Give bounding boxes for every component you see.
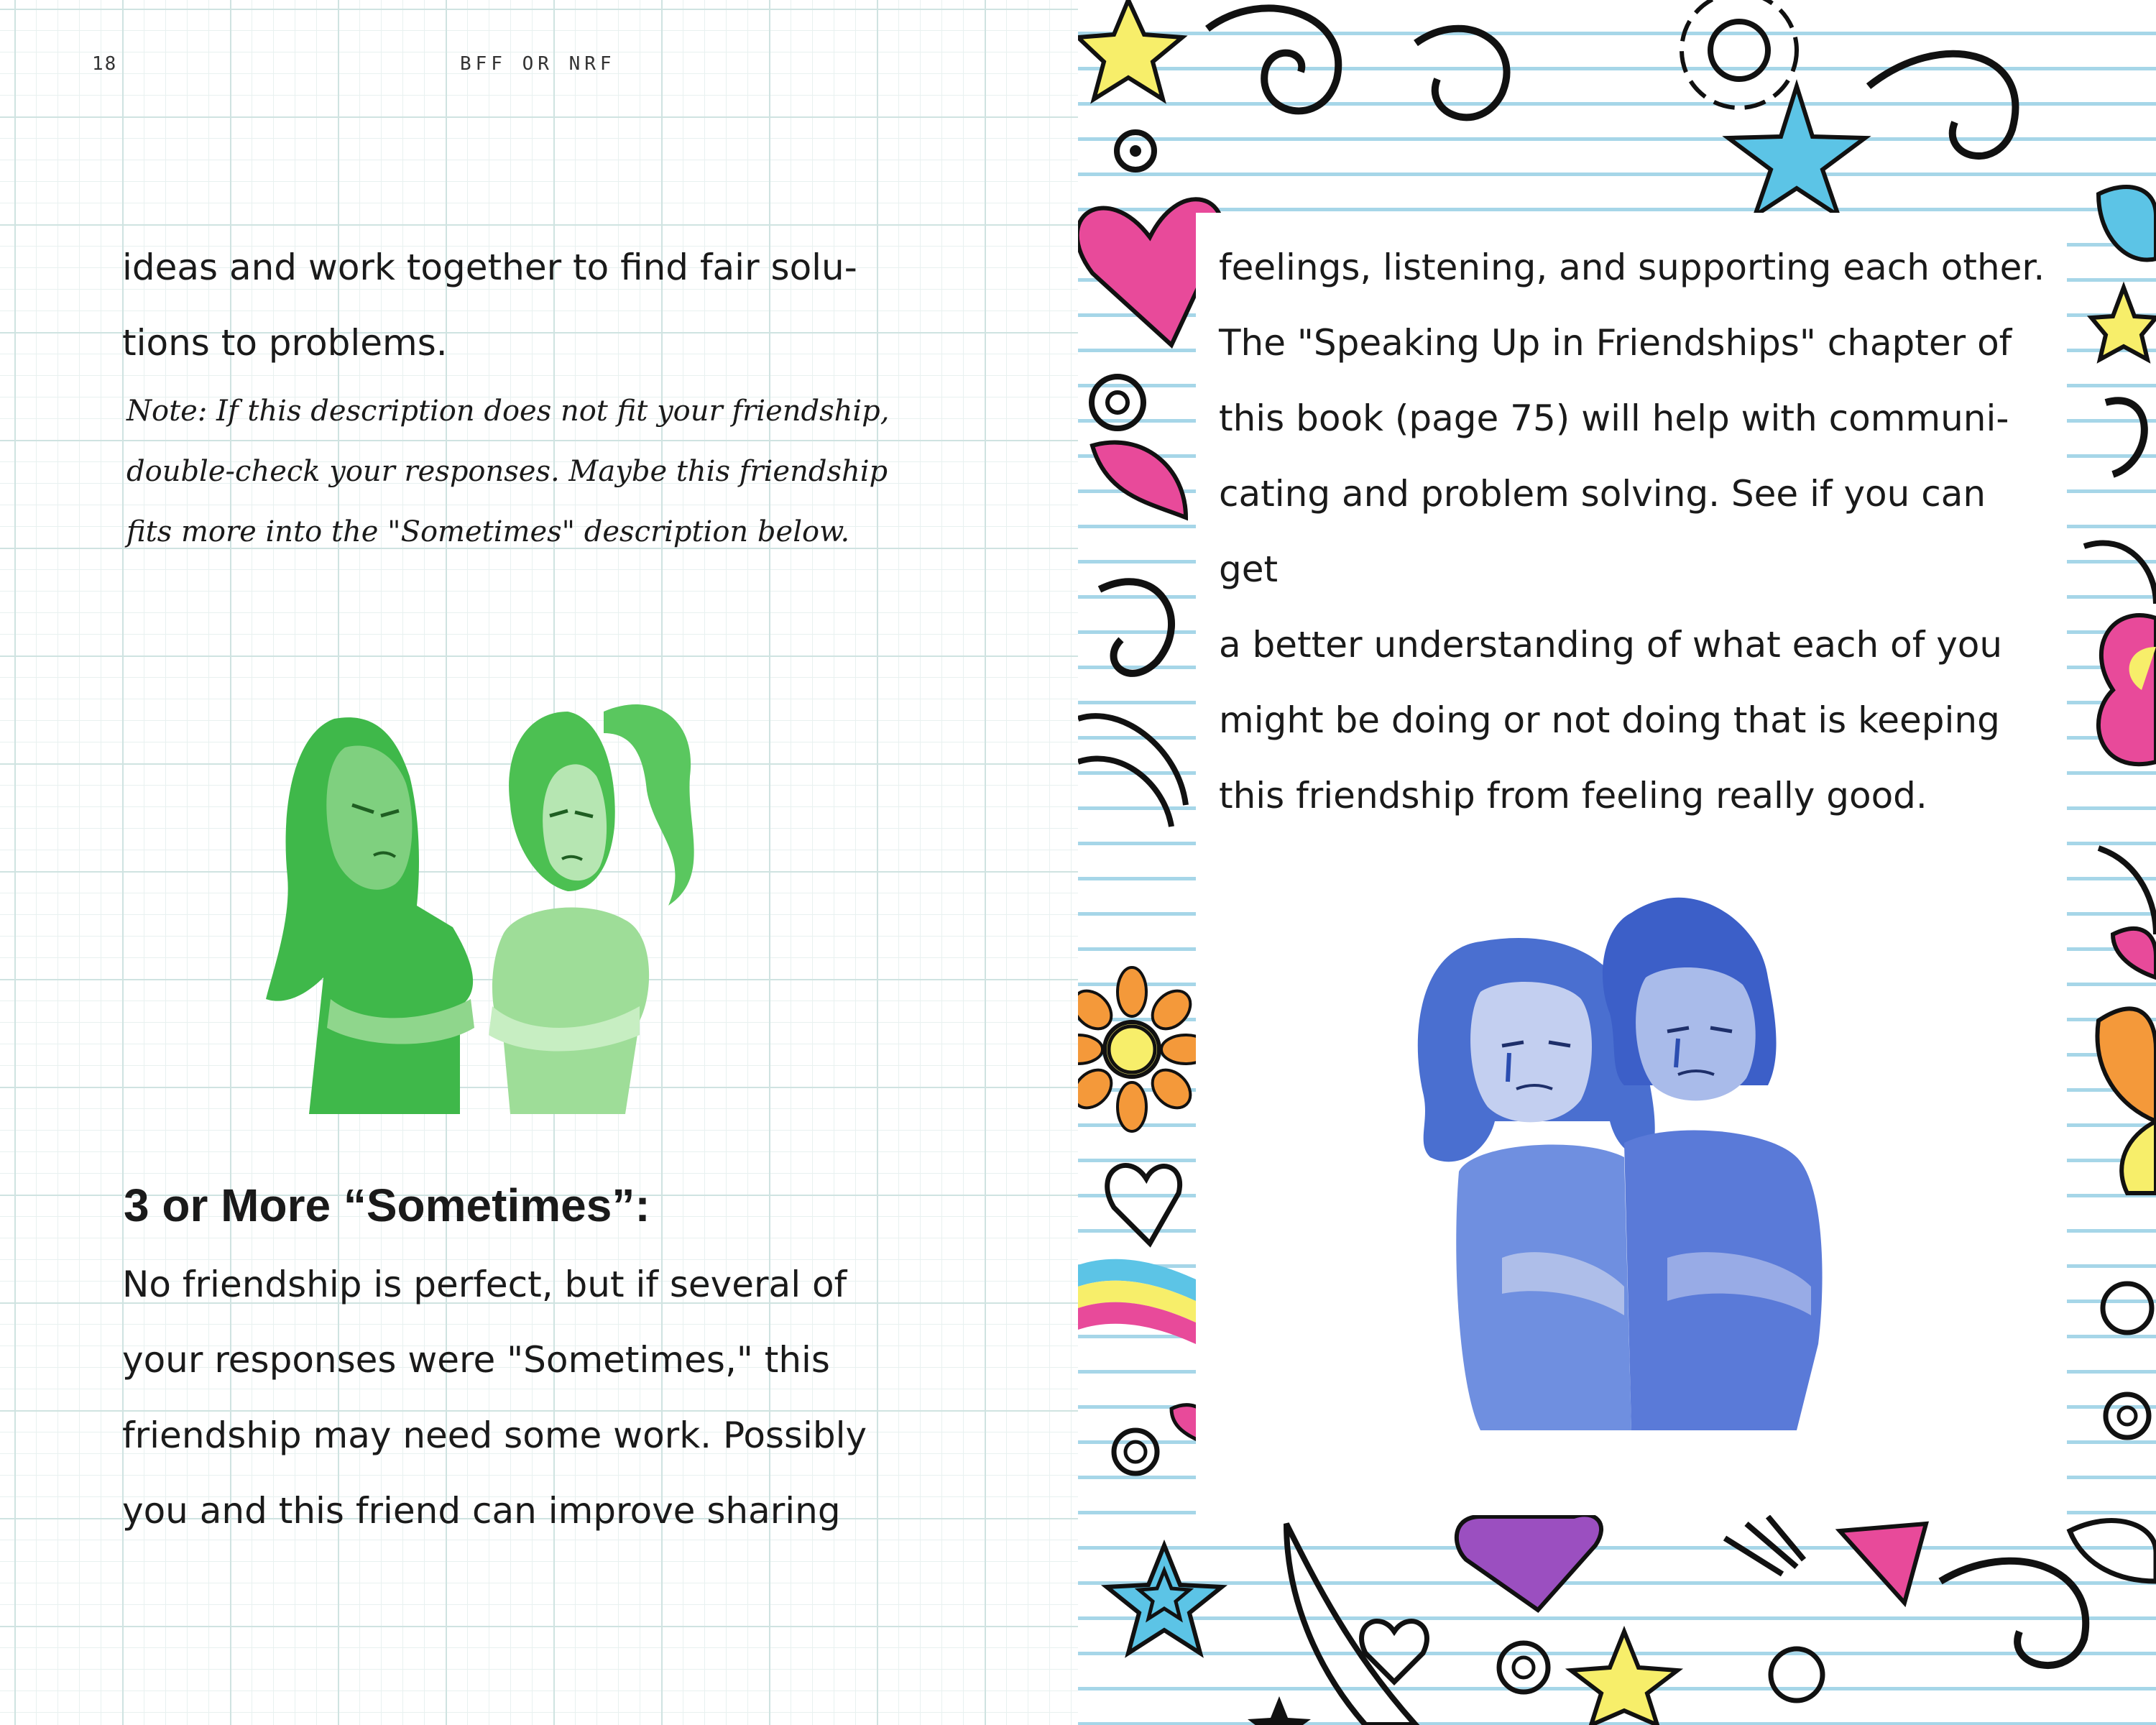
left-body-paragraph-2 <box>122 1247 920 1549</box>
text-line: No friendship is perfect, but if several of <box>122 1264 847 1305</box>
petal-icon <box>2097 1008 2156 1121</box>
leaf-icon <box>2113 929 2156 978</box>
text-line: ideas and work together to find fair solu- <box>122 247 857 288</box>
arguing-girls-illustration <box>266 690 740 1114</box>
note-line: fits more into the "Sometimes" description below. <box>126 515 850 548</box>
swirl-icon <box>1100 581 1171 673</box>
star-icon <box>1107 1545 1222 1653</box>
sad-girls-illustration <box>1394 884 1869 1430</box>
star-icon <box>2091 288 2156 359</box>
text-line: cating and problem solving. See if you can get <box>1219 473 1986 590</box>
heart-icon <box>1457 1514 1601 1610</box>
running-head: BFF OR NRF <box>460 53 616 75</box>
heart-icon <box>1840 1524 1926 1603</box>
heart-icon <box>1107 1165 1180 1243</box>
text-line: this book (page 75) will help with communi- <box>1219 397 2009 439</box>
star-icon <box>1571 1632 1677 1725</box>
swirl-icon <box>1869 54 2015 156</box>
text-line: you and this friend can improve sharing <box>122 1490 841 1532</box>
text-line: a better understanding of what each of you <box>1219 624 2003 666</box>
text-line: The "Speaking Up in Friendships" chapter of <box>1219 322 2012 364</box>
text-line: might be doing or not doing that is keeping <box>1219 699 2000 741</box>
flower-icon <box>1710 22 1768 79</box>
note-line: double-check your responses. Maybe this friendship <box>126 455 888 488</box>
note-paragraph <box>126 381 903 562</box>
butterfly-icon <box>2099 615 2156 764</box>
text-line: your responses were "Sometimes," this <box>122 1339 830 1381</box>
swirl-icon <box>1940 1561 2086 1665</box>
text-line: feelings, listening, and supporting each other. <box>1219 247 2045 288</box>
page-number: 18 <box>92 53 118 75</box>
left-body-paragraph-1 <box>122 230 898 381</box>
star-icon <box>1078 0 1182 99</box>
note-line: Note: If this description does not fit your friendship, <box>126 395 890 428</box>
text-line: tions to problems. <box>122 322 448 364</box>
swirl-icon <box>1416 29 1506 118</box>
swirl-icon <box>1207 8 1338 111</box>
text-line: this friendship from feeling really good. <box>1219 775 1927 816</box>
right-body-paragraph <box>1219 230 2053 834</box>
right-page <box>1078 0 2156 1725</box>
swirl-icon <box>2106 400 2145 474</box>
text-line: friendship may need some work. Possibly <box>122 1414 867 1456</box>
section-heading: 3 or More “Sometimes”: <box>124 1179 650 1231</box>
petal-icon <box>2099 187 2156 260</box>
leaf-icon <box>1286 1524 1416 1725</box>
leaf-icon <box>1092 443 1186 518</box>
